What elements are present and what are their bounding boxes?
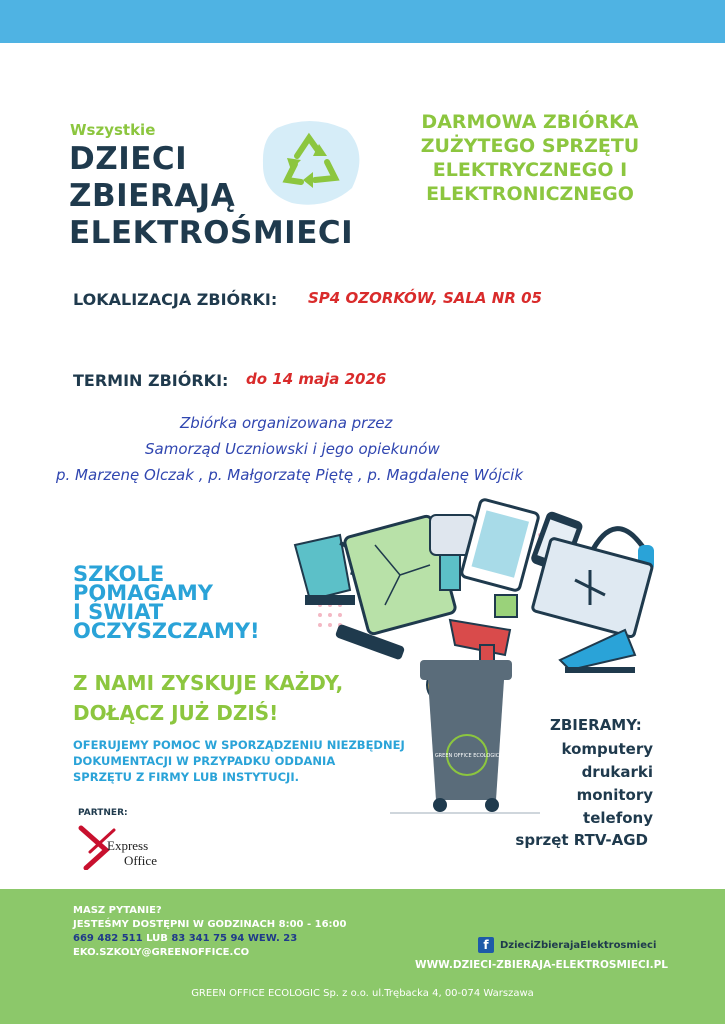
location-label: LOKALIZACJA ZBIÓRKI: xyxy=(73,290,278,309)
school-slogan xyxy=(73,562,260,643)
website-link[interactable]: WWW.DZIECI-ZBIERAJA-ELEKTROSMIECI.PL xyxy=(415,959,668,971)
partner-label: PARTNER: xyxy=(78,808,128,818)
brand-title-line: DZIECI xyxy=(69,141,188,177)
company-address: GREEN OFFICE ECOLOGIC Sp. z o.o. ul.Trębacka 4, 00-074 Warszawa xyxy=(191,988,534,999)
chip-icon xyxy=(495,595,517,617)
headline-line: ELEKTRONICZNEGO xyxy=(426,183,634,205)
slogan-line: POMAGAMY xyxy=(73,581,213,605)
organizers-line: p. Marzenę Olczak , p. Małgorzatę Piętę , p. Magdalenę Wójcik xyxy=(56,466,524,484)
phone-icon xyxy=(461,499,540,592)
footer-email[interactable]: EKO.SZKOLY@GREENOFFICE.CO xyxy=(73,947,250,958)
slogan-line: OCZYSZCZAMY! xyxy=(73,619,260,643)
brand-title-line: ELEKTROŚMIECI xyxy=(69,215,354,251)
phone-separator: LUB xyxy=(146,933,168,944)
collect-title: ZBIERAMY: xyxy=(550,716,642,734)
footer-hours: JESTEŚMY DOSTĘPNI W GODZINACH 8:00 - 16:00 xyxy=(73,919,347,930)
bin-label: GREEN OFFICE ECOLOGIC xyxy=(434,753,500,759)
term-value: do 14 maja 2026 xyxy=(246,370,387,388)
headline xyxy=(390,110,670,206)
offer-line: OFERUJEMY POMOC W SPORZĄDZENIU NIEZBĘDNEJ xyxy=(73,738,405,752)
facebook-icon[interactable]: f xyxy=(478,937,494,953)
collect-item: sprzęt RTV-AGD xyxy=(515,831,648,849)
collect-item: komputery xyxy=(561,740,653,758)
offer-line: SPRZĘTU Z FIRMY LUB INSTYTUCJI. xyxy=(73,770,299,784)
footer-question: MASZ PYTANIE? xyxy=(73,905,162,916)
headline-line: ELEKTRYCZNEGO I xyxy=(432,159,628,181)
phone-link[interactable]: 669 482 511 xyxy=(73,933,143,944)
partner-name-line: Express xyxy=(107,838,149,853)
collect-item: telefony xyxy=(583,809,653,827)
recycle-icon xyxy=(257,118,367,208)
top-banner-bar xyxy=(0,0,725,43)
partner-name-line: Office xyxy=(124,853,157,868)
waste-bin-icon xyxy=(420,660,512,812)
iron-icon xyxy=(560,630,635,673)
brand-subtitle: Wszystkie xyxy=(70,121,156,139)
offer-line: DOKUMENTACJI W PRZYPADKU ODDANIA xyxy=(73,754,336,768)
slogan-line: I ŚWIAT xyxy=(73,600,164,624)
term-label: TERMIN ZBIÓRKI: xyxy=(73,371,229,390)
join-us-text xyxy=(73,668,343,728)
organizers-line: Zbiórka organizowana przez xyxy=(180,414,393,432)
headline-line: ZUŻYTEGO SPRZĘTU xyxy=(420,135,640,157)
offer-text xyxy=(73,737,405,785)
join-line: DOŁĄCZ JUŻ DZIŚ! xyxy=(73,701,279,725)
collect-item: monitory xyxy=(576,786,653,804)
facebook-handle[interactable]: DzieciZbierajaElektrosmieci xyxy=(500,940,657,951)
laptop-icon xyxy=(532,538,653,638)
phone-link[interactable]: 83 341 75 94 WEW. 23 xyxy=(171,933,298,944)
brand-title-line: ZBIERAJĄ xyxy=(69,178,236,214)
location-value: SP4 OZORKÓW, SALA NR 05 xyxy=(308,289,542,307)
join-line: Z NAMI ZYSKUJE KAŻDY, xyxy=(73,671,344,695)
collect-item: drukarki xyxy=(581,763,653,781)
headline-line: DARMOWA ZBIÓRKA xyxy=(421,111,639,133)
footer-phones xyxy=(73,933,297,944)
organizers-line: Samorząd Uczniowski i jego opiekunów xyxy=(145,440,440,458)
slogan-line: SZKOLE xyxy=(73,562,165,586)
